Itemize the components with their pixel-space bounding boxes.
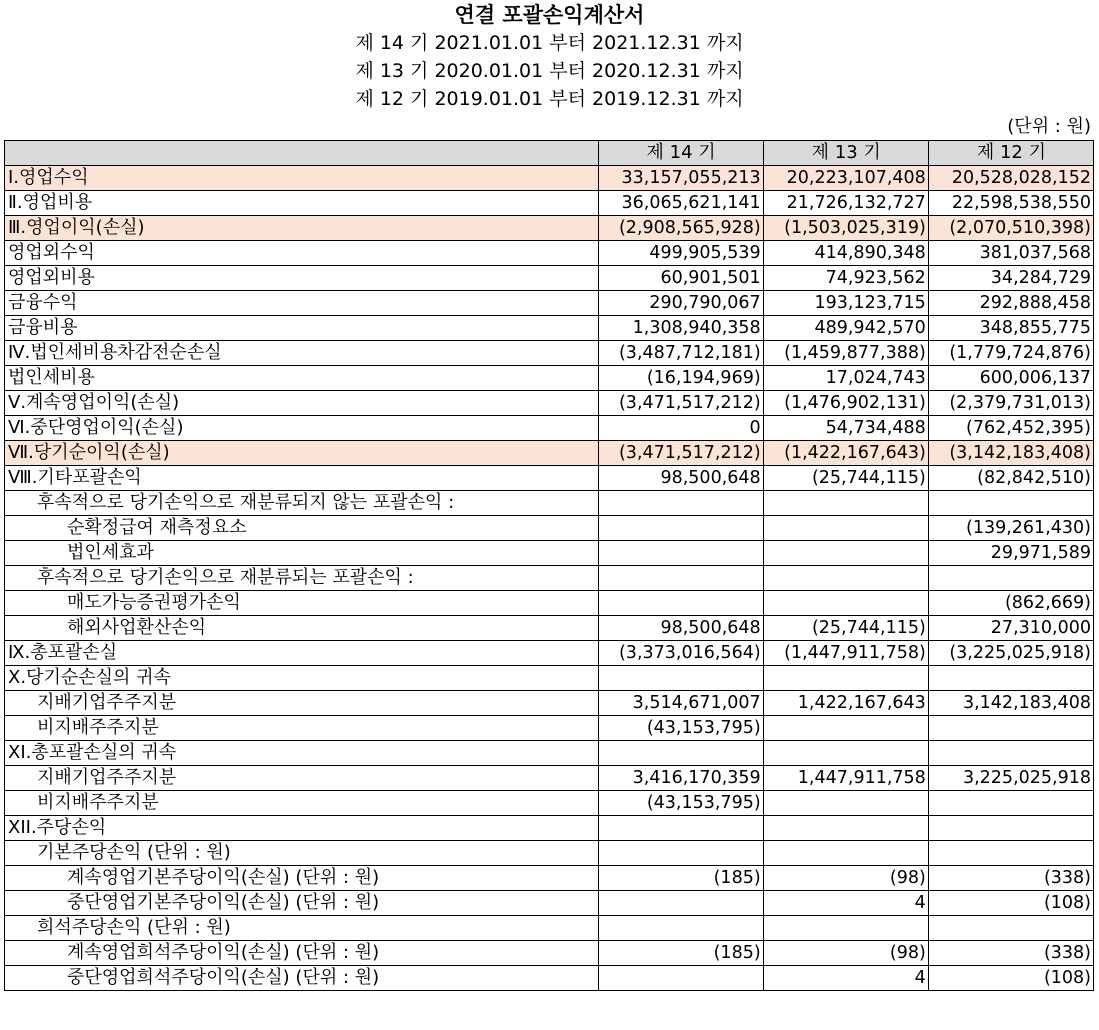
value-period-12 [928, 666, 1093, 691]
value-period-14 [598, 741, 763, 766]
value-period-12: (82,842,510) [928, 466, 1093, 491]
value-period-12: 20,528,028,152 [928, 166, 1093, 191]
value-period-13: (1,476,902,131) [763, 391, 928, 416]
table-row [5, 891, 1094, 916]
column-header-label [5, 141, 599, 166]
value-period-13: 4 [763, 891, 928, 916]
value-period-14: (185) [598, 941, 763, 966]
row-label: XII.주당손익 [5, 816, 599, 841]
row-label: Ⅷ.기타포괄손익 [5, 466, 599, 491]
value-period-14 [598, 591, 763, 616]
value-period-14 [598, 916, 763, 941]
column-header-period-12: 제 12 기 [928, 141, 1093, 166]
value-period-12: (108) [928, 891, 1093, 916]
row-label: Ⅳ.법인세비용차감전순손실 [5, 341, 599, 366]
value-period-13: (25,744,115) [763, 466, 928, 491]
table-row [5, 791, 1094, 816]
row-label: Ⅲ.영업이익(손실) [5, 216, 599, 241]
table-row [5, 366, 1094, 391]
value-period-12 [928, 816, 1093, 841]
value-period-14: (43,153,795) [598, 716, 763, 741]
value-period-13 [763, 566, 928, 591]
table-row [5, 416, 1094, 441]
value-period-13: 1,422,167,643 [763, 691, 928, 716]
value-period-12: 292,888,458 [928, 291, 1093, 316]
value-period-12: (139,261,430) [928, 516, 1093, 541]
table-body [5, 166, 1094, 991]
value-period-14: 33,157,055,213 [598, 166, 763, 191]
value-period-12: (2,070,510,398) [928, 216, 1093, 241]
value-period-12 [928, 716, 1093, 741]
table-row [5, 566, 1094, 591]
value-period-13: 414,890,348 [763, 241, 928, 266]
row-label: 비지배주주지분 [5, 716, 599, 741]
row-label: 지배기업주주지분 [5, 766, 599, 791]
value-period-13: (1,422,167,643) [763, 441, 928, 466]
table-row [5, 216, 1094, 241]
row-label: 희석주당손익 (단위 : 원) [5, 916, 599, 941]
table-row [5, 241, 1094, 266]
row-label: 금융수익 [5, 291, 599, 316]
period-line-12: 제 12 기 2019.01.01 부터 2019.12.31 까지 [355, 88, 744, 110]
value-period-12: 29,971,589 [928, 541, 1093, 566]
value-period-13: 20,223,107,408 [763, 166, 928, 191]
row-label: Ⅹ.당기순손실의 귀속 [5, 666, 599, 691]
value-period-12 [928, 491, 1093, 516]
value-period-14: 98,500,648 [598, 466, 763, 491]
value-period-14: (3,373,016,564) [598, 641, 763, 666]
value-period-14 [598, 841, 763, 866]
value-period-13: (25,744,115) [763, 616, 928, 641]
value-period-12: 34,284,729 [928, 266, 1093, 291]
value-period-13: (98) [763, 866, 928, 891]
value-period-14 [598, 516, 763, 541]
table-row [5, 491, 1094, 516]
value-period-13: 193,123,715 [763, 291, 928, 316]
row-label: Ⅴ.계속영업이익(손실) [5, 391, 599, 416]
value-period-14: 60,901,501 [598, 266, 763, 291]
table-row [5, 266, 1094, 291]
value-period-13 [763, 516, 928, 541]
value-period-13 [763, 816, 928, 841]
value-period-14 [598, 541, 763, 566]
value-period-12: 22,598,538,550 [928, 191, 1093, 216]
value-period-12: 3,142,183,408 [928, 691, 1093, 716]
row-label: 비지배주주지분 [5, 791, 599, 816]
value-period-13 [763, 741, 928, 766]
row-label: 순확정급여 재측정요소 [5, 516, 599, 541]
value-period-14: (16,194,969) [598, 366, 763, 391]
value-period-14: (3,471,517,212) [598, 391, 763, 416]
value-period-12 [928, 841, 1093, 866]
value-period-13: 21,726,132,727 [763, 191, 928, 216]
row-label: 계속영업기본주당이익(손실) (단위 : 원) [5, 866, 599, 891]
value-period-12: (3,142,183,408) [928, 441, 1093, 466]
value-period-13 [763, 716, 928, 741]
value-period-14: (2,908,565,928) [598, 216, 763, 241]
table-row [5, 866, 1094, 891]
value-period-14: 98,500,648 [598, 616, 763, 641]
value-period-13: (98) [763, 941, 928, 966]
value-period-12: (862,669) [928, 591, 1093, 616]
value-period-14: 3,416,170,359 [598, 766, 763, 791]
value-period-14: 3,514,671,007 [598, 691, 763, 716]
value-period-13: 17,024,743 [763, 366, 928, 391]
value-period-14: 499,905,539 [598, 241, 763, 266]
value-period-12 [928, 566, 1093, 591]
row-label: 영업외수익 [5, 241, 599, 266]
value-period-14: (43,153,795) [598, 791, 763, 816]
value-period-14 [598, 891, 763, 916]
value-period-13 [763, 666, 928, 691]
row-label: 기본주당손익 (단위 : 원) [5, 841, 599, 866]
table-row [5, 966, 1094, 991]
value-period-14: 36,065,621,141 [598, 191, 763, 216]
period-line-14: 제 14 기 2021.01.01 부터 2021.12.31 까지 [355, 32, 744, 54]
period-line-13: 제 13 기 2020.01.01 부터 2020.12.31 까지 [355, 60, 744, 82]
value-period-12: 381,037,568 [928, 241, 1093, 266]
row-label: 영업외비용 [5, 266, 599, 291]
value-period-12: 348,855,775 [928, 316, 1093, 341]
value-period-14: (3,471,517,212) [598, 441, 763, 466]
value-period-14: 290,790,067 [598, 291, 763, 316]
value-period-13: (1,447,911,758) [763, 641, 928, 666]
value-period-13: 74,923,562 [763, 266, 928, 291]
row-label: 금융비용 [5, 316, 599, 341]
row-label: 해외사업환산손익 [5, 616, 599, 641]
row-label: Ⅰ.영업수익 [5, 166, 599, 191]
row-label: XI.총포괄손실의 귀속 [5, 741, 599, 766]
value-period-13 [763, 791, 928, 816]
table-row [5, 516, 1094, 541]
row-label: Ⅵ.중단영업이익(손실) [5, 416, 599, 441]
row-label: 지배기업주주지분 [5, 691, 599, 716]
value-period-12: (108) [928, 966, 1093, 991]
row-label: 계속영업희석주당이익(손실) (단위 : 원) [5, 941, 599, 966]
table-row [5, 191, 1094, 216]
value-period-12 [928, 741, 1093, 766]
table-row [5, 341, 1094, 366]
value-period-13 [763, 541, 928, 566]
row-label: Ⅱ.영업비용 [5, 191, 599, 216]
table-row [5, 641, 1094, 666]
table-row [5, 291, 1094, 316]
row-label: 후속적으로 당기손익으로 재분류되는 포괄손익 : [5, 566, 599, 591]
value-period-14: (3,487,712,181) [598, 341, 763, 366]
row-label: Ⅶ.당기순이익(손실) [5, 441, 599, 466]
value-period-12: (3,225,025,918) [928, 641, 1093, 666]
row-label: 중단영업희석주당이익(손실) (단위 : 원) [5, 966, 599, 991]
value-period-12: 600,006,137 [928, 366, 1093, 391]
value-period-14 [598, 491, 763, 516]
table-row [5, 816, 1094, 841]
unit-label: (단위 : 원) [1007, 116, 1091, 137]
value-period-13 [763, 841, 928, 866]
value-period-14: 1,308,940,358 [598, 316, 763, 341]
value-period-12: (338) [928, 941, 1093, 966]
income-statement-table [4, 140, 1094, 991]
value-period-14 [598, 966, 763, 991]
value-period-12 [928, 791, 1093, 816]
table-row [5, 741, 1094, 766]
value-period-14 [598, 566, 763, 591]
row-label: 매도가능증권평가손익 [5, 591, 599, 616]
value-period-13: (1,459,877,388) [763, 341, 928, 366]
table-row [5, 691, 1094, 716]
value-period-13 [763, 916, 928, 941]
column-header-period-13: 제 13 기 [763, 141, 928, 166]
value-period-14 [598, 816, 763, 841]
statement-title: 연결 포괄손익계산서 [454, 3, 645, 27]
value-period-12: (762,452,395) [928, 416, 1093, 441]
value-period-14: 0 [598, 416, 763, 441]
table-row [5, 941, 1094, 966]
table-row [5, 466, 1094, 491]
value-period-13: 54,734,488 [763, 416, 928, 441]
table-row [5, 716, 1094, 741]
value-period-13 [763, 591, 928, 616]
table-row [5, 541, 1094, 566]
table-row [5, 166, 1094, 191]
table-row [5, 766, 1094, 791]
row-label: 법인세비용 [5, 366, 599, 391]
row-label: Ⅸ.총포괄손실 [5, 641, 599, 666]
value-period-13: 4 [763, 966, 928, 991]
value-period-14 [598, 666, 763, 691]
value-period-12: (2,379,731,013) [928, 391, 1093, 416]
table-row [5, 666, 1094, 691]
value-period-14: (185) [598, 866, 763, 891]
table-row [5, 391, 1094, 416]
row-label: 법인세효과 [5, 541, 599, 566]
value-period-13: 489,942,570 [763, 316, 928, 341]
value-period-12: 27,310,000 [928, 616, 1093, 641]
value-period-12: (338) [928, 866, 1093, 891]
value-period-13 [763, 491, 928, 516]
column-header-period-14: 제 14 기 [598, 141, 763, 166]
value-period-13: 1,447,911,758 [763, 766, 928, 791]
value-period-12: (1,779,724,876) [928, 341, 1093, 366]
table-row [5, 616, 1094, 641]
table-row [5, 441, 1094, 466]
value-period-12: 3,225,025,918 [928, 766, 1093, 791]
value-period-13: (1,503,025,319) [763, 216, 928, 241]
table-header-row [5, 141, 1094, 166]
table-row [5, 316, 1094, 341]
table-row [5, 841, 1094, 866]
table-row [5, 591, 1094, 616]
value-period-12 [928, 916, 1093, 941]
row-label: 중단영업기본주당이익(손실) (단위 : 원) [5, 891, 599, 916]
row-label: 후속적으로 당기손익으로 재분류되지 않는 포괄손익 : [5, 491, 599, 516]
table-row [5, 916, 1094, 941]
